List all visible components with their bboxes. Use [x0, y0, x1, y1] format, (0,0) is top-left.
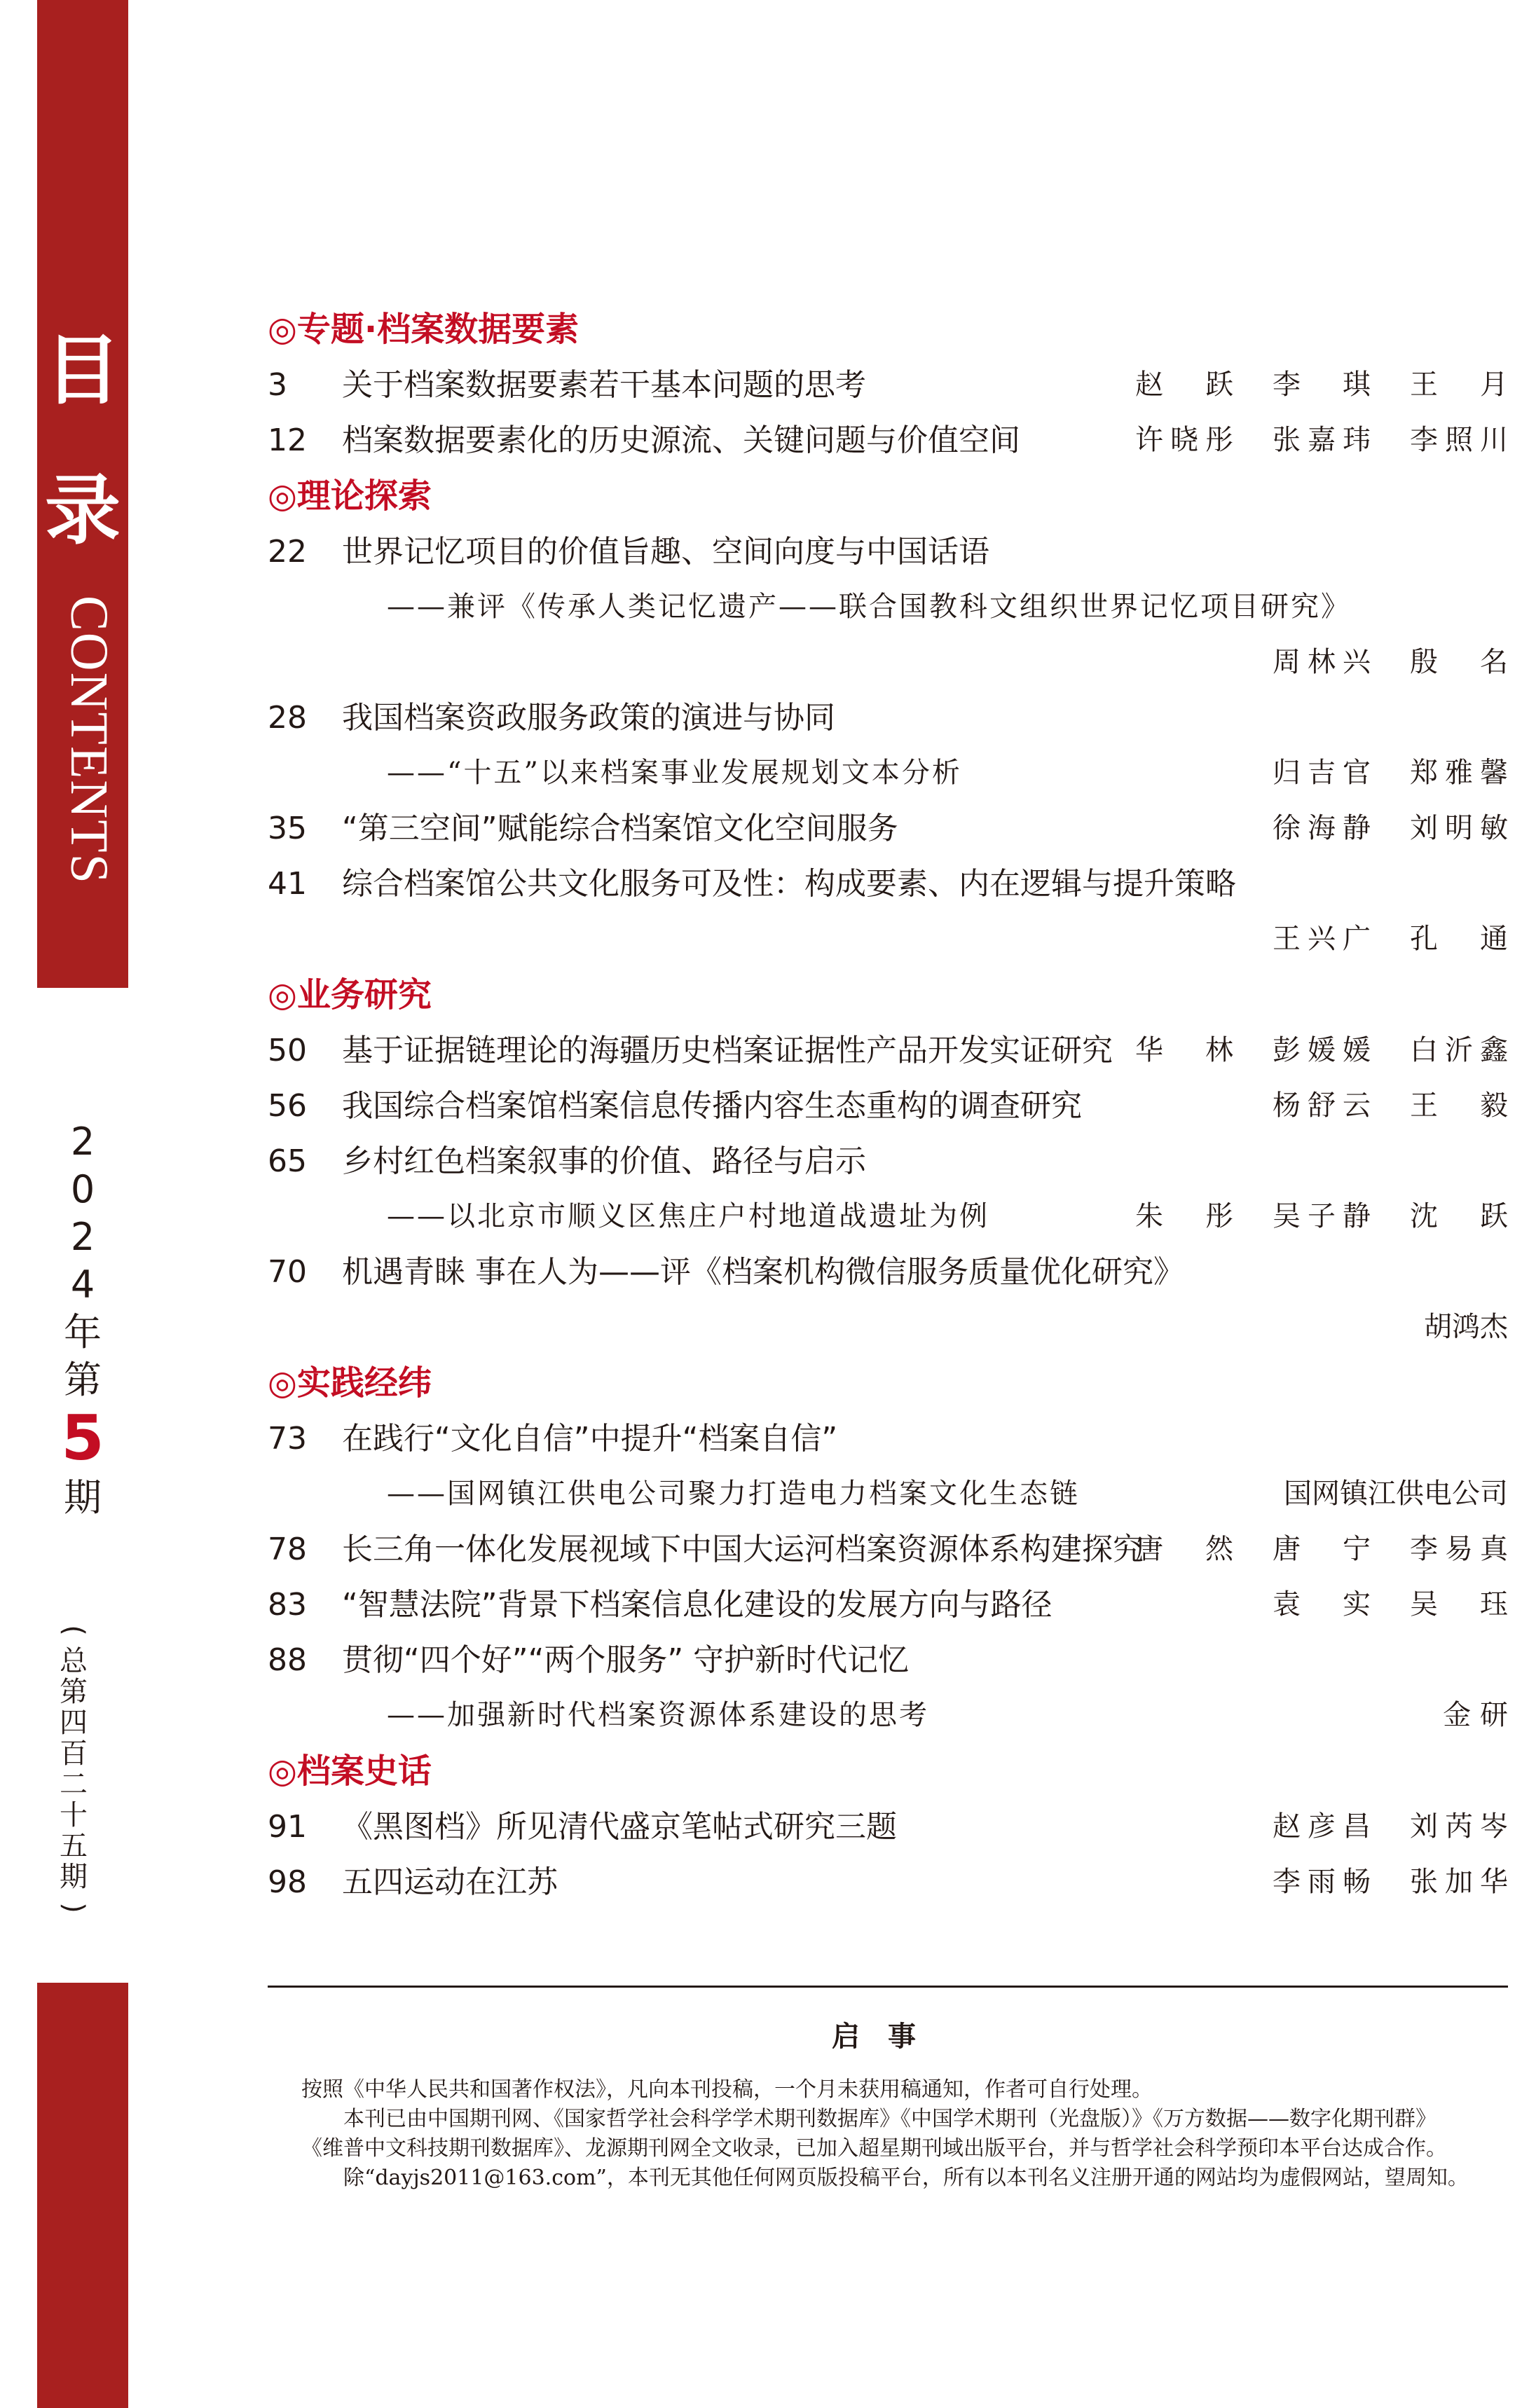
entry-title: 世界记忆项目的价值旨趣、空间向度与中国话语	[342, 534, 989, 570]
issue-total-count	[49, 1615, 98, 1923]
entry-authors	[1135, 1522, 1508, 1577]
entry-page-number: 98	[268, 1864, 307, 1900]
entry-page-number: 65	[268, 1143, 307, 1179]
author-name: 华 林	[1135, 1034, 1233, 1066]
issue-year-char: 第	[64, 1358, 102, 1402]
table-of-contents	[268, 301, 1508, 1910]
entry-title: 我国综合档案馆档案信息传播内容生态重构的调查研究	[342, 1088, 1082, 1124]
entry-authors	[1135, 413, 1508, 468]
toc-entry[interactable]	[268, 1855, 1508, 1910]
notice-divider	[268, 1986, 1508, 1988]
author-name: 李雨畅	[1273, 1866, 1371, 1898]
author-name: 刘芮岑	[1410, 1810, 1508, 1843]
author-name: 唐 宁	[1273, 1533, 1371, 1565]
entry-title: 关于档案数据要素若干基本问题的思考	[342, 367, 866, 403]
issue-total-char: 总	[60, 1645, 88, 1677]
entry-page-number: 78	[268, 1532, 307, 1567]
entry-authors	[1200, 1466, 1508, 1522]
close-paren: )	[57, 1902, 90, 1913]
author-name: 金 研	[1443, 1699, 1508, 1731]
author-name: 王兴广	[1273, 923, 1371, 955]
toc-entry[interactable]	[268, 1632, 1508, 1688]
section-heading: ◎理论探索	[268, 476, 432, 516]
toc-entry[interactable]	[268, 1023, 1508, 1078]
entry-page-number: 12	[268, 422, 307, 458]
entry-page-number: 3	[268, 367, 287, 403]
author-name: 李易真	[1410, 1533, 1508, 1565]
entry-authors	[1273, 1855, 1508, 1910]
toc-entry[interactable]	[268, 357, 1508, 413]
author-name: 归吉官	[1273, 757, 1371, 789]
notice-body	[301, 2075, 1507, 2193]
author-name: 李照川	[1410, 424, 1508, 456]
entry-authors	[1200, 1300, 1508, 1355]
entry-authors	[1273, 745, 1508, 801]
notice-line: 《维普中文科技期刊数据库》、龙源期刊网全文收录，已加入超星期刊域出版平台，并与哲学社会科学预印本平台达成合作。	[301, 2136, 1447, 2161]
author-name: 袁 实	[1273, 1588, 1371, 1621]
author-name: 张嘉玮	[1273, 424, 1371, 456]
section-heading: ◎专题·档案数据要素	[268, 310, 580, 349]
entry-title: 贯彻“四个好”“两个服务” 守护新时代记忆	[342, 1642, 910, 1678]
author-name: 吴 珏	[1410, 1588, 1508, 1621]
entry-page-number: 73	[268, 1421, 307, 1457]
entry-subtitle: ——以北京市顺义区焦庄户村地道战遗址为例	[387, 1200, 989, 1232]
issue-total-char: 第	[60, 1676, 88, 1708]
toc-entry[interactable]	[268, 856, 1508, 911]
author-name: 许晓彤	[1135, 424, 1233, 456]
entry-page-number: 70	[268, 1254, 307, 1290]
entry-page-number: 28	[268, 700, 307, 736]
notice-line: 本刊已由中国期刊网、《国家哲学社会科学学术期刊数据库》《中国学术期刊（光盘版）》《万方数据——数字化期刊群》	[343, 2107, 1437, 2131]
entry-authors	[1273, 1078, 1508, 1134]
entry-authors	[1135, 1189, 1508, 1244]
issue-year-char: 2	[70, 1120, 95, 1164]
author-name: 彭媛媛	[1273, 1034, 1371, 1066]
author-name: 李 琪	[1273, 369, 1371, 401]
toc-entry-subtitle	[268, 1466, 1508, 1522]
author-name: 张加华	[1410, 1866, 1508, 1898]
toc-entry-subtitle	[268, 1688, 1508, 1743]
author-name: 孔 通	[1410, 923, 1508, 955]
author-name: 徐海静	[1273, 812, 1371, 844]
author-name: 刘明敏	[1410, 812, 1508, 844]
issue-info	[37, 1117, 128, 1521]
section-heading: ◎业务研究	[268, 975, 432, 1014]
issue-total-char: 二	[60, 1768, 88, 1801]
toc-entry-subtitle	[268, 579, 1508, 635]
toc-entry[interactable]	[268, 690, 1508, 745]
author-name: 白沂鑫	[1410, 1034, 1508, 1066]
issue-year-char: 0	[70, 1167, 95, 1211]
author-name: 殷 名	[1410, 646, 1508, 678]
author-name: 杨舒云	[1273, 1089, 1371, 1122]
author-name: 吴子静	[1273, 1200, 1371, 1232]
toc-entry[interactable]	[268, 1799, 1508, 1855]
toc-entry-authors	[268, 635, 1508, 690]
entry-title: 我国档案资政服务政策的演进与协同	[342, 700, 835, 736]
issue-total-char: 百	[60, 1738, 88, 1770]
entry-page-number: 22	[268, 534, 307, 570]
entry-page-number: 35	[268, 811, 307, 846]
toc-entry[interactable]	[268, 1134, 1508, 1189]
issue-total-char: 十	[60, 1799, 88, 1831]
author-name: 朱 彤	[1135, 1200, 1233, 1232]
issue-suffix: 期	[64, 1475, 102, 1520]
toc-entry[interactable]	[268, 1411, 1508, 1466]
issue-year-char: 2	[70, 1215, 95, 1259]
toc-entry[interactable]	[268, 1078, 1508, 1134]
entry-title: 在践行“文化自信”中提升“档案自信”	[342, 1421, 838, 1457]
entry-title: 《黑图档》所见清代盛京笔帖式研究三题	[342, 1809, 897, 1845]
entry-authors	[1200, 1688, 1508, 1743]
toc-entry-authors	[268, 1300, 1508, 1355]
entry-subtitle: ——加强新时代档案资源体系建设的思考	[387, 1699, 929, 1731]
entry-page-number: 91	[268, 1809, 307, 1845]
entry-authors	[1273, 1799, 1508, 1855]
issue-total-char: 期	[60, 1861, 88, 1893]
issue-year-char: 4	[70, 1263, 95, 1307]
notice-line: 除“dayjs2011@163.com”，本刊无其他任何网页版投稿平台，所有以本刊名义注册开通的网站均为虚假网站，望周知。	[343, 2166, 1469, 2190]
toc-entry-subtitle	[268, 1189, 1508, 1244]
entry-title: 乡村红色档案叙事的价值、路径与启示	[342, 1143, 866, 1179]
entry-title: 机遇青睐 事在人为——评《档案机构微信服务质量优化研究》	[342, 1254, 1184, 1290]
entry-authors	[1135, 1023, 1508, 1078]
toc-entry[interactable]	[268, 413, 1508, 468]
notice-title: 启事	[832, 2021, 944, 2053]
toc-entry[interactable]	[268, 1522, 1508, 1577]
entry-subtitle: ——国网镇江供电公司聚力打造电力档案文化生态链	[387, 1478, 1080, 1510]
entry-authors	[1273, 635, 1508, 690]
author-name: 沈 跃	[1410, 1200, 1508, 1232]
entry-title: 档案数据要素化的历史源流、关键问题与价值空间	[342, 422, 1020, 458]
section-heading: ◎档案史话	[268, 1752, 432, 1791]
author-name: 赵彦昌	[1273, 1810, 1371, 1843]
issue-total-char: 五	[60, 1830, 88, 1862]
toc-entry-authors	[268, 911, 1508, 967]
author-name: 王 毅	[1410, 1089, 1508, 1122]
entry-authors	[1135, 357, 1508, 413]
notice-line: 按照《中华人民共和国著作权法》，凡向本刊投稿，一个月未获用稿通知，作者可自行处理。	[301, 2077, 1153, 2102]
author-name: 唐 然	[1135, 1533, 1233, 1565]
entry-page-number: 41	[268, 866, 307, 902]
entry-title: “智慧法院”背景下档案信息化建设的发展方向与路径	[342, 1587, 1053, 1623]
entry-title: 五四运动在江苏	[342, 1864, 558, 1900]
toc-entry[interactable]	[268, 1577, 1508, 1632]
author-name: 国网镇江供电公司	[1284, 1478, 1508, 1510]
section-heading: ◎实践经纬	[268, 1363, 432, 1403]
toc-title-mu: 目	[44, 327, 121, 415]
entry-title: 综合档案馆公共文化服务可及性：构成要素、内在逻辑与提升策略	[342, 866, 1236, 902]
entry-title: “第三空间”赋能综合档案馆文化空间服务	[342, 811, 898, 846]
contents-label: CONTENTS	[60, 596, 118, 885]
entry-subtitle: ——兼评《传承人类记忆遗产——联合国教科文组织世界记忆项目研究》	[387, 591, 1351, 623]
toc-entry-subtitle	[268, 745, 1508, 801]
toc-entry[interactable]	[268, 1244, 1508, 1300]
entry-page-number: 56	[268, 1088, 307, 1124]
toc-entry[interactable]	[268, 801, 1508, 856]
left-red-band-bottom	[37, 1983, 128, 2408]
issue-year-char: 年	[64, 1310, 102, 1354]
entry-authors	[1273, 911, 1508, 967]
entry-page-number: 88	[268, 1642, 307, 1678]
toc-entry[interactable]	[268, 524, 1508, 579]
author-name: 赵 跃	[1135, 369, 1233, 401]
entry-subtitle: ——“十五”以来档案事业发展规划文本分析	[387, 757, 962, 789]
author-name: 王 月	[1410, 369, 1508, 401]
entry-authors	[1273, 1577, 1508, 1632]
entry-title: 长三角一体化发展视域下中国大运河档案资源体系构建探究	[342, 1532, 1144, 1567]
author-name: 胡鸿杰	[1424, 1311, 1508, 1343]
author-name: 郑雅馨	[1410, 757, 1508, 789]
author-name: 周林兴	[1273, 646, 1371, 678]
toc-title-lu: 录	[44, 467, 121, 555]
issue-number: 5	[61, 1402, 104, 1474]
open-paren: (	[57, 1625, 90, 1636]
entry-page-number: 50	[268, 1033, 307, 1068]
issue-total-char: 四	[60, 1707, 88, 1739]
entry-title: 基于证据链理论的海疆历史档案证据性产品开发实证研究	[342, 1033, 1113, 1068]
entry-authors	[1273, 801, 1508, 856]
entry-page-number: 83	[268, 1587, 307, 1623]
